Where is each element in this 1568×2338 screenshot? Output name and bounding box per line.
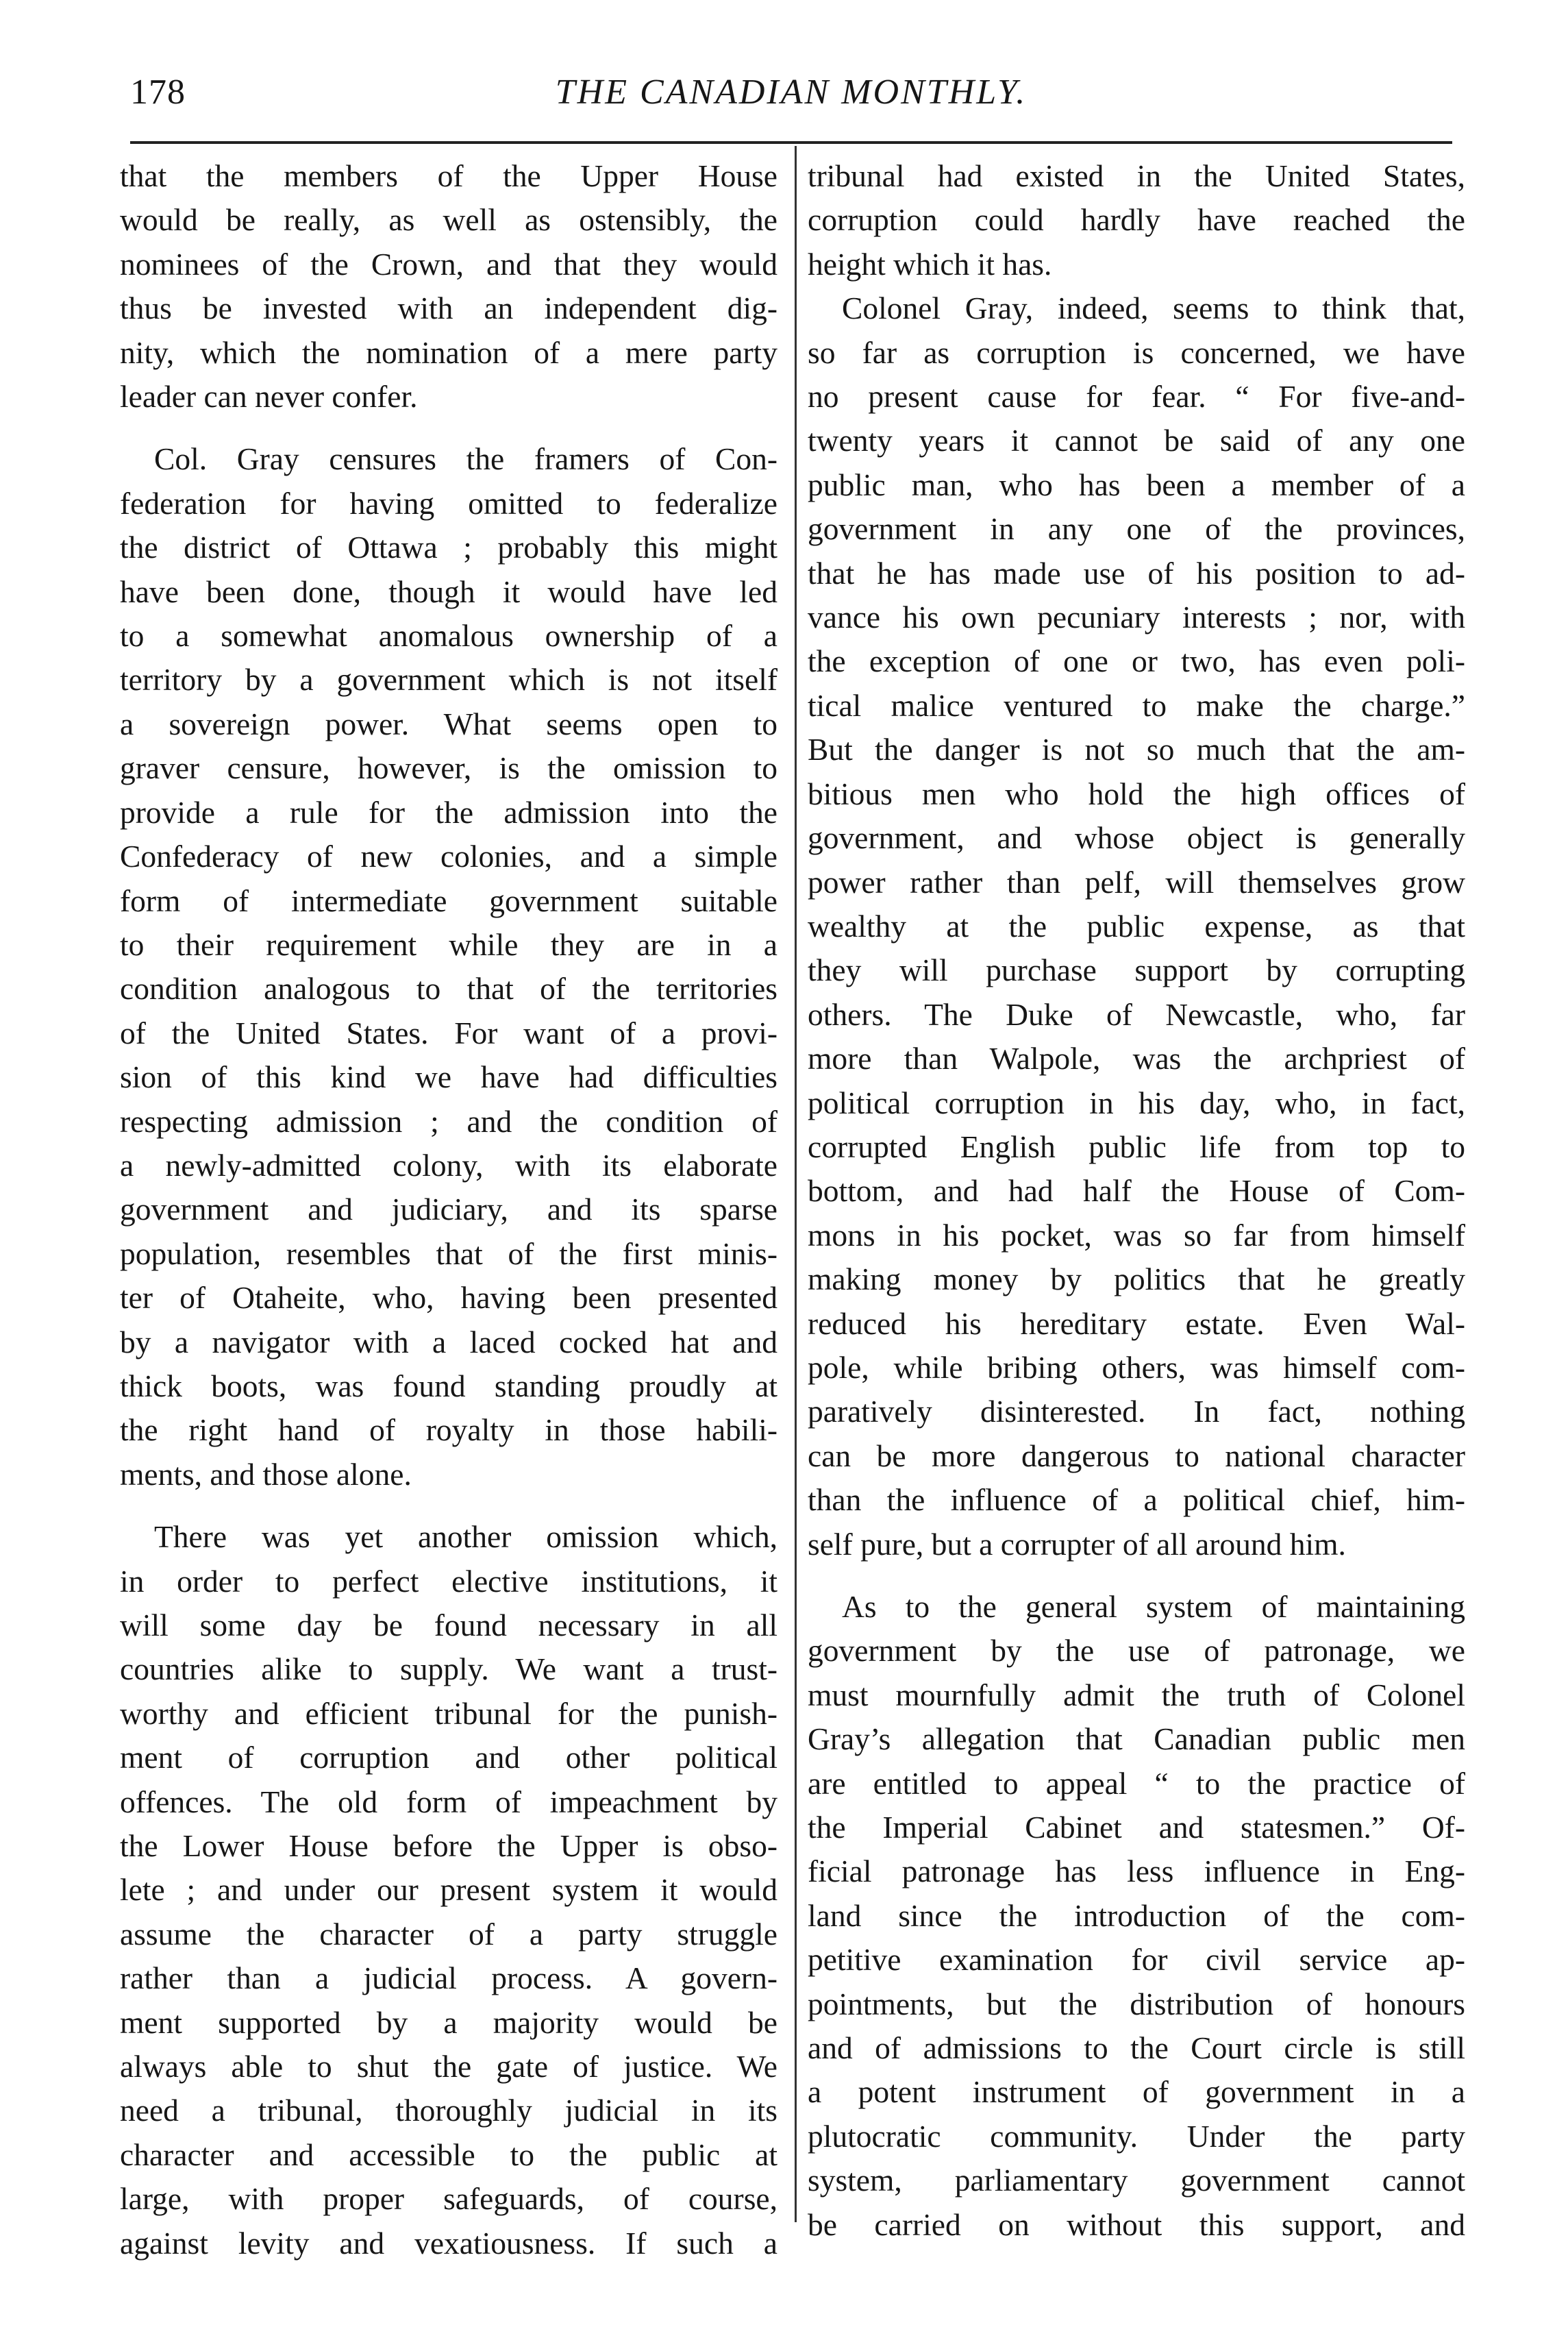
paragraph xyxy=(120,437,777,1497)
text-line: form of intermediate government suitable xyxy=(120,883,777,918)
text-line: than the influence of a political chief, him- xyxy=(808,1482,1465,1518)
text-line: can be more dangerous to national character xyxy=(808,1438,1465,1473)
text-line: government by the use of patronage, we xyxy=(808,1633,1465,1669)
text-line: As to the general system of maintaining xyxy=(842,1589,1465,1624)
text-line: a sovereign power. What seems open to xyxy=(120,706,777,741)
text-line: corruption could hardly have reached the xyxy=(808,202,1465,238)
text-line: that he has made use of his position to ad- xyxy=(808,555,1465,591)
paragraph xyxy=(808,286,1465,1566)
text-line: sion of this kind we have had difficulties xyxy=(120,1059,777,1095)
text-line: no present cause for fear. “ For five-and- xyxy=(808,379,1465,415)
text-line: federation for having omitted to federalize xyxy=(120,485,777,521)
text-line: ments, and those alone. xyxy=(120,1456,412,1492)
page-header xyxy=(130,72,1452,127)
text-line: and of admissions to the Court circle is still xyxy=(808,2030,1465,2066)
paragraph xyxy=(808,154,1465,286)
text-line: ment of corruption and other political xyxy=(120,1740,777,1775)
text-line: There was yet another omission which, xyxy=(154,1519,777,1555)
text-line: reduced his hereditary estate. Even Wal- xyxy=(808,1305,1465,1341)
text-line: Colonel Gray, indeed, seems to think that, xyxy=(842,291,1465,326)
text-line: so far as corruption is concerned, we have xyxy=(808,334,1465,370)
text-line: pole, while bribing others, was himself com- xyxy=(808,1349,1465,1385)
text-line: to their requirement while they are in a xyxy=(120,926,777,962)
text-line: the district of Ottawa ; probably this might xyxy=(120,530,777,565)
text-line: leader can never confer. xyxy=(120,379,418,415)
text-line: ter of Otaheite, who, having been presented xyxy=(120,1280,777,1316)
column-divider xyxy=(795,146,797,2222)
text-line: rather than a judicial process. A govern- xyxy=(120,1960,777,1996)
running-title: THE CANADIAN MONTHLY. xyxy=(555,73,1028,112)
text-line: bitious men who hold the high offices of xyxy=(808,776,1465,811)
text-line: condition analogous to that of the territories xyxy=(120,971,777,1007)
text-line: nominees of the Crown, and that they would xyxy=(120,246,777,282)
text-line: government and judiciary, and its sparse xyxy=(120,1192,777,1227)
text-line: always able to shut the gate of justice. We xyxy=(120,2049,777,2084)
right-column xyxy=(808,154,1465,2247)
text-line: graver censure, however, is the omission to xyxy=(120,750,777,786)
text-line: vance his own pecuniary interests ; nor, with xyxy=(808,600,1465,635)
text-line: Confederacy of new colonies, and a simple xyxy=(120,839,777,874)
text-line: thus be invested with an independent dig- xyxy=(120,291,777,326)
text-line: respecting admission ; and the condition of xyxy=(120,1103,777,1139)
text-line: will some day be found necessary in all xyxy=(120,1608,777,1642)
text-line: land since the introduction of the com- xyxy=(808,1897,1465,1933)
left-column xyxy=(120,154,777,2265)
text-line: mons in his pocket, was so far from himself xyxy=(808,1217,1465,1253)
text-line: petitive examination for civil service ap- xyxy=(808,1942,1465,1978)
text-line: to a somewhat anomalous ownership of a xyxy=(120,618,777,654)
text-line: pointments, but the distribution of honours xyxy=(808,1986,1465,2021)
text-line: in order to perfect elective institutions, it xyxy=(120,1563,777,1599)
text-line: others. The Duke of Newcastle, who, far xyxy=(808,996,1465,1032)
text-line: more than Walpole, was the archpriest of xyxy=(808,1041,1465,1076)
text-line: have been done, though it would have led xyxy=(120,574,777,609)
text-line: must mournfully admit the truth of Colonel xyxy=(808,1677,1465,1712)
text-line: are entitled to appeal “ to the practice of xyxy=(808,1765,1465,1801)
text-line: territory by a government which is not itself xyxy=(120,662,777,698)
paragraph xyxy=(120,1515,777,2265)
text-line: would be really, as well as ostensibly, the xyxy=(120,202,777,238)
text-line: bottom, and had half the House of Com- xyxy=(808,1173,1465,1209)
text-line: a potent instrument of government in a xyxy=(808,2074,1465,2110)
text-line: tribunal had existed in the United States, xyxy=(808,158,1465,193)
text-line: by a navigator with a laced cocked hat and xyxy=(120,1324,777,1359)
text-line: provide a rule for the admission into the xyxy=(120,794,777,830)
text-line: Gray’s allegation that Canadian public men xyxy=(808,1721,1465,1757)
text-line: be carried on without this support, and xyxy=(808,2206,1465,2242)
text-line: tical malice ventured to make the charge.” xyxy=(808,687,1465,723)
text-line: But the danger is not so much that the am- xyxy=(808,732,1465,767)
text-line: twenty years it cannot be said of any one xyxy=(808,423,1465,458)
text-line: assume the character of a party struggle xyxy=(120,1916,777,1952)
text-line: worthy and efficient tribunal for the punish- xyxy=(120,1695,777,1731)
text-line: need a tribunal, thoroughly judicial in its xyxy=(120,2093,777,2128)
text-line: the Lower House before the Upper is obso- xyxy=(120,1828,777,1864)
text-line: lete ; and under our present system it would xyxy=(120,1872,777,1908)
text-line: that the members of the Upper House xyxy=(120,158,777,193)
text-line: public man, who has been a member of a xyxy=(808,467,1465,502)
text-line: they will purchase support by corrupting xyxy=(808,952,1465,988)
header-rule xyxy=(130,141,1452,144)
text-line: large, with proper safeguards, of course, xyxy=(120,2181,777,2217)
paragraph xyxy=(120,154,777,419)
text-line: corrupted English public life from top to xyxy=(808,1129,1465,1164)
text-line: nity, which the nomination of a mere party xyxy=(120,334,777,370)
text-line: plutocratic community. Under the party xyxy=(808,2118,1465,2154)
text-line: ment supported by a majority would be xyxy=(120,2004,777,2040)
text-line: government, and whose object is generally xyxy=(808,820,1465,856)
text-line: character and accessible to the public at xyxy=(120,2137,777,2172)
text-line: political corruption in his day, who, in fact, xyxy=(808,1085,1465,1120)
text-line: ficial patronage has less influence in Eng- xyxy=(808,1854,1465,1889)
text-line: government in any one of the provinces, xyxy=(808,511,1465,547)
text-line: Col. Gray censures the framers of Con- xyxy=(154,441,777,477)
text-line: height which it has. xyxy=(808,246,1052,282)
paragraph xyxy=(808,1585,1465,2247)
text-line: offences. The old form of impeachment by xyxy=(120,1784,777,1819)
text-line: the right hand of royalty in those habili- xyxy=(120,1412,777,1448)
text-line: a newly-admitted colony, with its elaborate xyxy=(120,1147,777,1183)
text-line: thick boots, was found standing proudly at xyxy=(120,1368,777,1403)
text-line: system, parliamentary government cannot xyxy=(808,2163,1465,2198)
text-line: power rather than pelf, will themselves grow xyxy=(808,864,1465,900)
page-number: 178 xyxy=(130,73,186,112)
text-line: wealthy at the public expense, as that xyxy=(808,908,1465,944)
text-line: paratively disinterested. In fact, nothing xyxy=(808,1394,1465,1429)
text-line: countries alike to supply. We want a trust- xyxy=(120,1651,777,1687)
text-line: against levity and vexatiousness. If such a xyxy=(120,2225,777,2261)
text-line: the exception of one or two, has even poli- xyxy=(808,643,1465,679)
text-line: making money by politics that he greatly xyxy=(808,1262,1465,1297)
text-line: the Imperial Cabinet and statesmen.” Of- xyxy=(808,1810,1465,1845)
text-line: self pure, but a corrupter of all around him. xyxy=(808,1526,1346,1562)
text-line: of the United States. For want of a provi- xyxy=(120,1015,777,1050)
text-line: population, resembles that of the first minis- xyxy=(120,1235,777,1271)
